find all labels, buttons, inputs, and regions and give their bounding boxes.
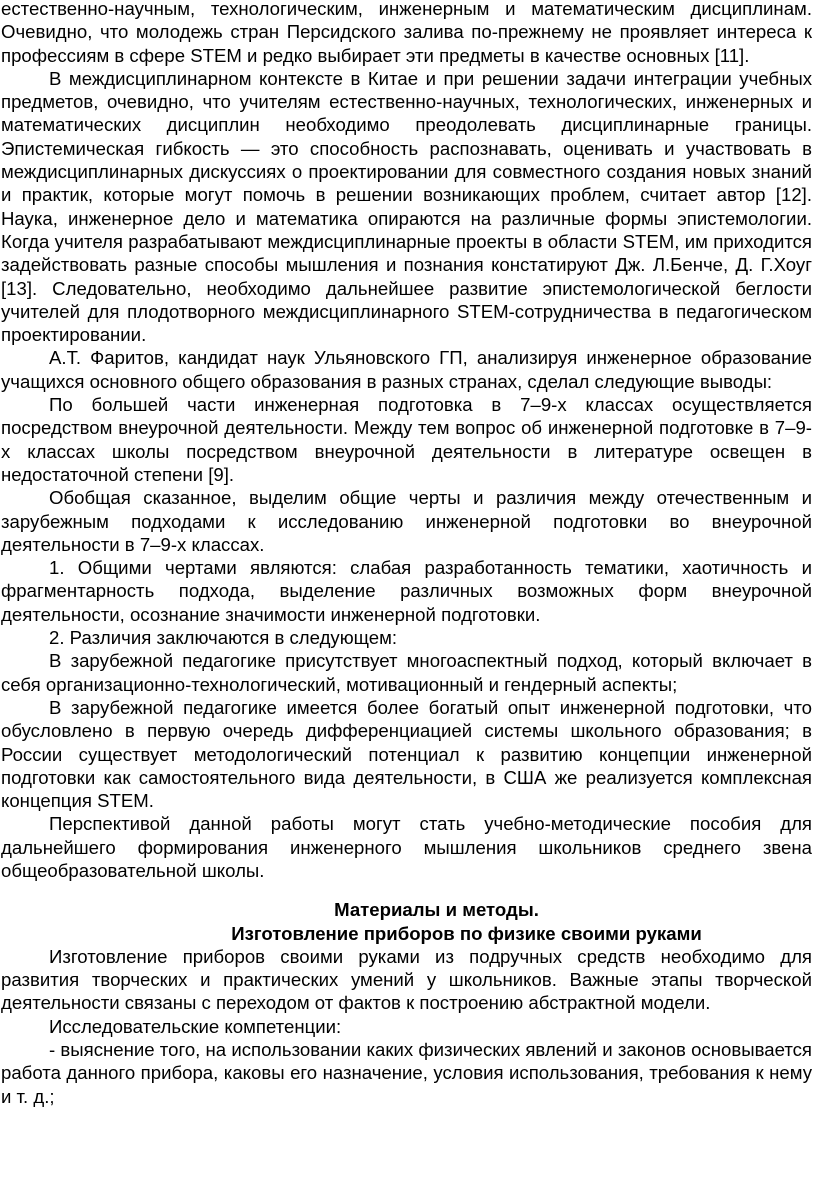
paragraph-research-competencies: Исследовательские компетенции: — [49, 1015, 342, 1037]
paragraph-china-interdisciplinary: В междисциплинарном контексте в Китае и при решении задачи интеграции учебных предметов, очевидно, что учителям естественно-научных, технологических, инженерных и математических дисциплин необходимо преодолевать дисциплинарные границы. Эпистемическая гибкость — это способность распознавать, оценивать и участвовать в междисциплинарных дискуссиях о проектировании для совместного создания новых знаний и практик, которые могут помочь в решении возникающих проблем, считает автор [12]. Наука, инженерное дело и математика опираются на различные формы эпистемологии. Когда учителя разрабатывают междисциплинарные проекты в области STEM, им приходится задействовать разные способы мышления и познания констатируют Дж. Л.Бенче, Д. Г.Хоуг [13]. Следовательно, необходимо дальнейшее развитие эпистемологической беглости учителей для плодотворного междисциплинарного STEM-сотрудничества в педагогическом проектировании. — [1, 67, 812, 346]
paragraph-common-features: 1. Общими чертами являются: слабая разработанность тематики, хаотичность и фрагментарность подхода, выделение различных возможных форм внеурочной деятельности, осознание значимости инженерной подготовки. — [1, 557, 812, 625]
paragraph-difference-multiaspect: В зарубежной педагогике присутствует многоаспектный подход, который включает в себя организационно-технологический, мотивационный и гендерный аспекты; — [1, 650, 812, 695]
paragraph-devices-handmade: Изготовление приборов своими руками из подручных средств необходимо для развития творческих и практических умений у школьников. Важные этапы творческой деятельности связаны с переходом от фактов к построению абстрактной модели. — [1, 945, 812, 1014]
paragraph-differences-intro: 2. Различия заключаются в следующем: — [49, 627, 398, 649]
paragraph-summary: Обобщая сказанное, выделим общие черты и различия между отечественным и зарубежным подходами к исследованию инженерной подготовки во внеурочной деятельности в 7–9-х классах. — [1, 487, 812, 555]
paragraph-perspective: Перспективой данной работы могут стать учебно-методические пособия для дальнейшего формирования инженерного мышления школьников среднего звена общеобразовательной школы. — [1, 813, 812, 881]
section-heading: Материалы и методы. — [334, 899, 539, 921]
paragraph-extracurricular: По большей части инженерная подготовка в 7–9-х классах осуществляется посредством внеурочной деятельности. Между тем вопрос об инженерной подготовке в 7–9-х классах школы посредством внеурочной деятельности в литературе освещен в недостаточной степени [9]. — [1, 394, 812, 485]
paragraph-competency-item: - выяснение того, на использовании каких физических явлений и законов основывается работа данного прибора, каковы его назначение, условия использования, требования к нему и т. д.; — [1, 1039, 812, 1107]
paragraph-difference-experience: В зарубежной педагогике имеется более богатый опыт инженерной подготовки, что обусловлено в первую очередь дифференциацией системы школьного образования; в России существует методологический потенциал к развитию концепции инженерной подготовки как самостоятельного вида деятельности, в США же реализуется комплексная концепция STEM. — [1, 696, 812, 812]
section-headings — [1, 898, 812, 945]
paragraph-gulf-stem: естественно-научным, технологическим, инженерным и математическим дисциплинам. Очевидно, что молодежь стран Персидского залива по-прежнему не проявляет интереса к профессиям в сфере STEM и редко выбирает эти предметы в качестве основных [11]. — [1, 0, 812, 66]
paragraph-faritov-intro: А.Т. Фаритов, кандидат наук Ульяновского ГП, анализируя инженерное образование учащихся основного общего образования в разных странах, сделал следующие выводы: — [1, 347, 812, 392]
subsection-heading: Изготовление приборов по физике своими руками — [231, 922, 702, 944]
